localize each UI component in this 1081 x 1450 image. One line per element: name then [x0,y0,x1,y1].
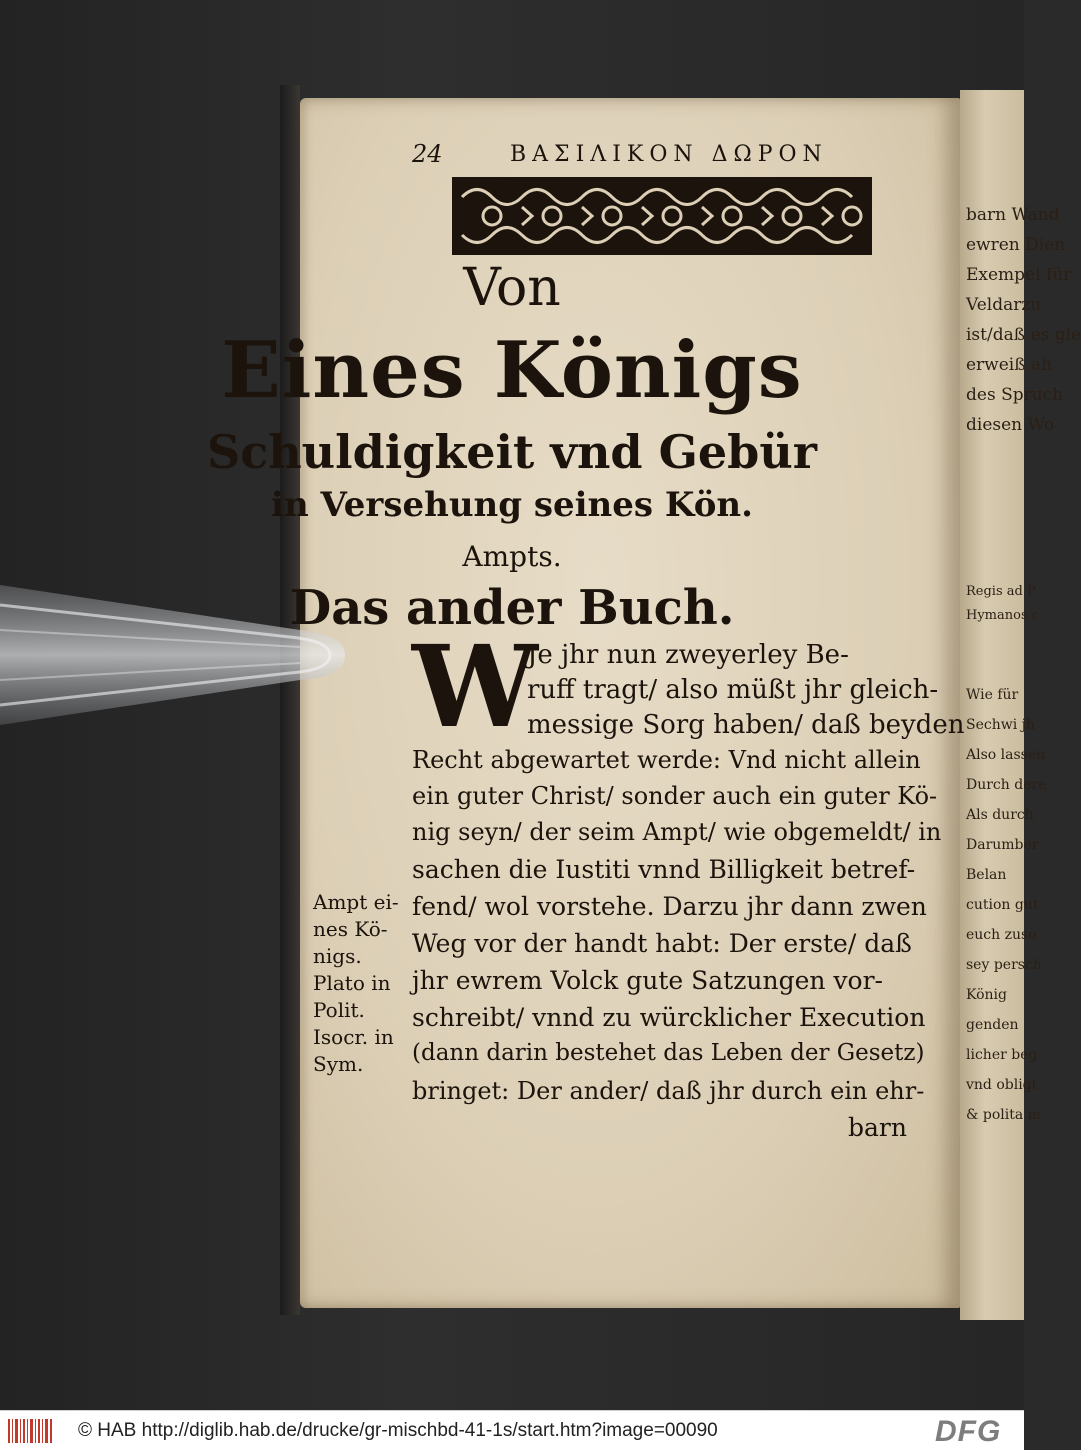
facing-line: cution gut [966,897,1039,913]
facing-line: Sechwi jh [966,717,1036,733]
body-line: nig seyn/ der seim Ampt/ wie obgemeldt/ in [412,818,942,846]
title-main: Eines Königs [221,325,803,416]
body-line: sachen die Iustiti vnnd Billigkeit betref- [412,855,916,884]
title-subtitle-1: Schuldigkeit vnd Gebür [206,425,818,479]
margin-note: Plato in [313,971,391,995]
body-line: messige Sorg haben/ daß beyden [527,710,965,740]
facing-line: erweiß ah [966,355,1053,375]
title-subtitle-3: Ampts. [462,540,562,573]
body-line: schreibt/ vnnd zu würcklicher Execution [412,1003,926,1032]
footer-bar [0,1410,1024,1450]
dfg-logo: DFG [935,1415,1002,1448]
facing-line: Wie für [966,687,1019,703]
facing-line: ewren Dien [966,235,1066,255]
body-line: ruff tragt/ also müßt jhr gleich- [527,675,939,705]
facing-line: licher beg [966,1047,1038,1063]
margin-note: nigs. [313,944,362,968]
drop-initial: W [412,622,538,753]
margin-note: nes Kö- [313,917,388,941]
facing-line: Exempel für [966,265,1072,285]
title-subtitle-2: in Versehung seines Kön. [271,485,753,525]
facing-line: Also lassen [966,747,1046,763]
body-line: jhr ewrem Volck gute Satzungen vor- [412,966,884,995]
page-header [412,140,882,176]
facing-line: & polita m [966,1107,1041,1123]
margin-note: Ampt ei- [313,890,399,914]
facing-line: Veldarzu [966,295,1042,315]
facing-line: vnd obligt [966,1077,1038,1093]
facing-line: diesen Wo [966,415,1055,435]
title-von: Von [463,258,561,318]
body-line: bringet: Der ander/ daß jhr durch ein ehr- [412,1077,925,1105]
facing-page-block-low [960,680,1046,1130]
footer-copyright-link[interactable]: © HAB http://diglib.hab.de/drucke/gr-mischbd-41-1s/start.htm?image=00090 [78,1420,718,1441]
margin-note: Isocr. in [313,1025,394,1049]
body-line: ein guter Christ/ sonder auch ein guter Kö- [412,782,938,810]
facing-line: König [966,987,1007,1003]
barcode-icon [8,1419,52,1443]
catchword: barn [848,1113,907,1142]
margin-note: Sym. [313,1052,364,1076]
margin-note: Polit. [313,998,365,1022]
running-title: ΒΑΣΙΛΙΚΟΝ ΔΩΡΟΝ [510,142,828,167]
facing-line: Als durch [966,807,1034,823]
facing-line: ist/daß es gle [966,325,1081,345]
facing-line: barn Wand [966,205,1060,225]
body-line: (dann darin bestehet das Leben der Gesetz) [412,1040,925,1066]
body-line: fend/ wol vorstehe. Darzu jhr dann zwen [412,892,927,921]
facing-line: sey persch [966,957,1042,973]
facing-line: Hymanos c [966,608,1040,623]
book-title: Das ander Buch. [289,580,735,636]
facing-line: des Spruch [966,385,1064,405]
facing-line: Regis ad P [966,584,1036,599]
facing-line: genden [966,1017,1019,1033]
body-line: Je jhr nun zweyerley Be- [527,640,849,670]
body-line: Recht abgewartet werde: Vnd nicht allein [412,746,921,774]
page-number: 24 [412,140,443,168]
body-line: Weg vor der handt habt: Der erste/ daß [412,929,912,958]
facing-line: Darumber [966,837,1039,853]
facing-line: Belan [966,867,1007,883]
decorative-ornament-icon [452,177,872,255]
facing-line: Durch dere [966,777,1047,793]
facing-line: euch zuso [966,927,1037,943]
